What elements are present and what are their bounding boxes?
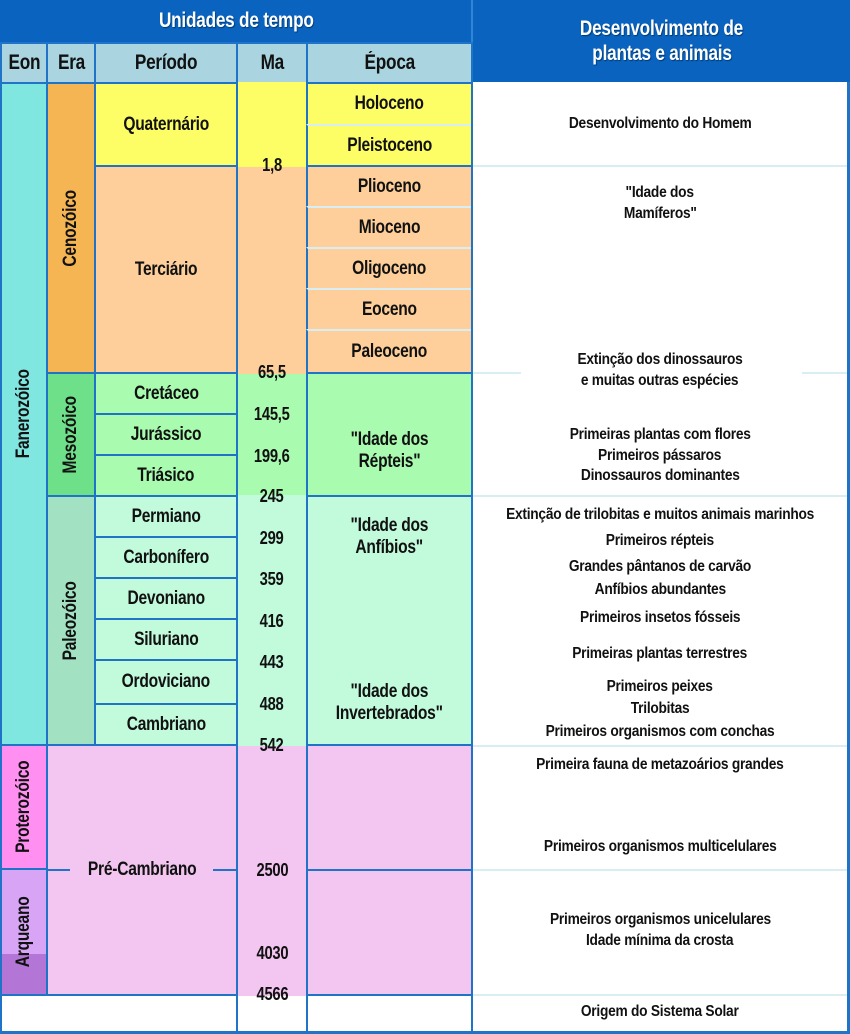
ma-value: 1,8 bbox=[262, 154, 282, 175]
epoch-eoceno: Eoceno bbox=[306, 288, 473, 331]
ma-value: 299 bbox=[260, 527, 284, 548]
ma-value: 199,6 bbox=[254, 445, 290, 466]
epoch-pleistoceno: Pleistoceno bbox=[306, 124, 473, 167]
ma-value: 359 bbox=[260, 568, 284, 589]
period-permiano: Permiano bbox=[94, 495, 238, 538]
dev-repteis: Primeiros répteis bbox=[605, 531, 715, 549]
ma-value: 416 bbox=[260, 610, 284, 631]
dev-conchas: Primeiros organismos com conchas bbox=[545, 722, 775, 740]
dev-insetos: Primeiros insetos fósseis bbox=[579, 608, 741, 626]
epoch-holoceno: Holoceno bbox=[306, 82, 473, 126]
ma-bg-mesozoico bbox=[238, 374, 306, 495]
eon-proterozoico: Proterozóico bbox=[0, 744, 48, 870]
ma-value: 443 bbox=[260, 651, 284, 672]
units-title: Unidades de tempo bbox=[158, 8, 314, 32]
col-header-periodo: Período bbox=[94, 42, 238, 84]
dev-peixes: Primeiros peixes bbox=[606, 677, 714, 695]
dev-carvao: Grandes pântanos de carvão bbox=[568, 557, 752, 575]
dev-mamiferos: "Idade dos Mamíferos" bbox=[623, 184, 697, 222]
eon-arqueano: Arqueano bbox=[13, 896, 35, 968]
dev-extincao-trilobitas: Extinção de trilobitas e muitos animais marinhos bbox=[505, 505, 814, 523]
dev-extincao-dinossauros: Extinção dos dinossauros e muitas outras espécies bbox=[577, 351, 743, 389]
ma-value: 245 bbox=[260, 485, 284, 506]
epoch-arqueano-block bbox=[306, 869, 473, 996]
epoch-oligoceno: Oligoceno bbox=[306, 247, 473, 290]
period-cambriano: Cambriano bbox=[94, 703, 238, 746]
epoch-plioceno: Plioceno bbox=[306, 165, 473, 208]
dev-anfibios: Anfíbios abundantes bbox=[594, 580, 726, 598]
dev-sistema-solar: Origem do Sistema Solar bbox=[581, 1002, 739, 1020]
period-carbonifero: Carbonífero bbox=[94, 536, 238, 579]
epoch-idade-invertebrados: "Idade dos Invertebrados" bbox=[336, 681, 443, 724]
dev-multicelulares: Primeiros organismos multicelulares bbox=[543, 837, 777, 855]
ma-value: 488 bbox=[260, 693, 284, 714]
ma-value: 2500 bbox=[256, 859, 288, 880]
col-header-eon: Eon bbox=[0, 42, 48, 84]
epoch-idade-repteis: "Idade dos Répteis" bbox=[306, 372, 473, 497]
ma-value: 145,5 bbox=[254, 403, 290, 424]
divider bbox=[473, 869, 847, 871]
ma-value: 542 bbox=[260, 734, 284, 755]
dev-plantas-terrestres: Primeiras plantas terrestres bbox=[572, 644, 748, 662]
dev-trilobitas: Trilobitas bbox=[630, 699, 690, 717]
epoch-paleoceno: Paleoceno bbox=[306, 329, 473, 374]
epoch-mioceno: Mioceno bbox=[306, 206, 473, 249]
period-triasico: Triásico bbox=[94, 454, 238, 497]
period-quaternario: Quaternário bbox=[94, 82, 238, 167]
era-cenozoico: Cenozóico bbox=[46, 82, 96, 374]
divider bbox=[473, 745, 847, 747]
epoch-proterozoico-block bbox=[306, 744, 473, 871]
col-header-ma: Ma bbox=[236, 42, 308, 84]
period-devoniano: Devoniano bbox=[94, 577, 238, 620]
dev-mesozoico-events: Primeiras plantas com flores Primeiros pássaros Dinossauros dominantes bbox=[569, 425, 751, 485]
period-ordoviciano: Ordoviciano bbox=[94, 659, 238, 705]
era-mesozoico: Mesozóico bbox=[46, 372, 96, 497]
precambriano-label: Pré-Cambriano bbox=[87, 859, 197, 881]
development-title: Desenvolvimento de plantas e animais bbox=[579, 17, 744, 65]
era-paleozoico: Paleozóico bbox=[46, 495, 96, 746]
epoch-idade-anfibios: "Idade dos Anfíbios" bbox=[350, 515, 429, 558]
period-jurassico: Jurássico bbox=[94, 413, 238, 456]
ma-value: 4566 bbox=[256, 983, 288, 1004]
dev-homem: Desenvolvimento do Homem bbox=[568, 114, 752, 132]
dev-unicelulares-crosta: Primeiros organismos unicelulares Idade mínima da crosta bbox=[549, 911, 771, 949]
ma-bg-terciario bbox=[238, 167, 306, 374]
divider bbox=[473, 495, 847, 497]
ma-value: 65,5 bbox=[258, 361, 286, 382]
col-header-epoca: Época bbox=[306, 42, 473, 84]
period-cretaceo: Cretáceo bbox=[94, 372, 238, 415]
divider bbox=[473, 165, 847, 167]
dev-metazoarios: Primeira fauna de metazoários grandes bbox=[536, 755, 784, 773]
period-terciario: Terciário bbox=[94, 165, 238, 374]
divider bbox=[473, 994, 847, 996]
outer-left-border bbox=[0, 82, 2, 1034]
eon-fanerozoico: Fanerozóico bbox=[0, 82, 48, 746]
col-header-era: Era bbox=[46, 42, 96, 84]
ma-value: 4030 bbox=[256, 942, 288, 963]
period-siluriano: Siluriano bbox=[94, 618, 238, 661]
bottom-row-epoca bbox=[306, 994, 473, 1034]
bottom-row-left bbox=[0, 994, 238, 1034]
